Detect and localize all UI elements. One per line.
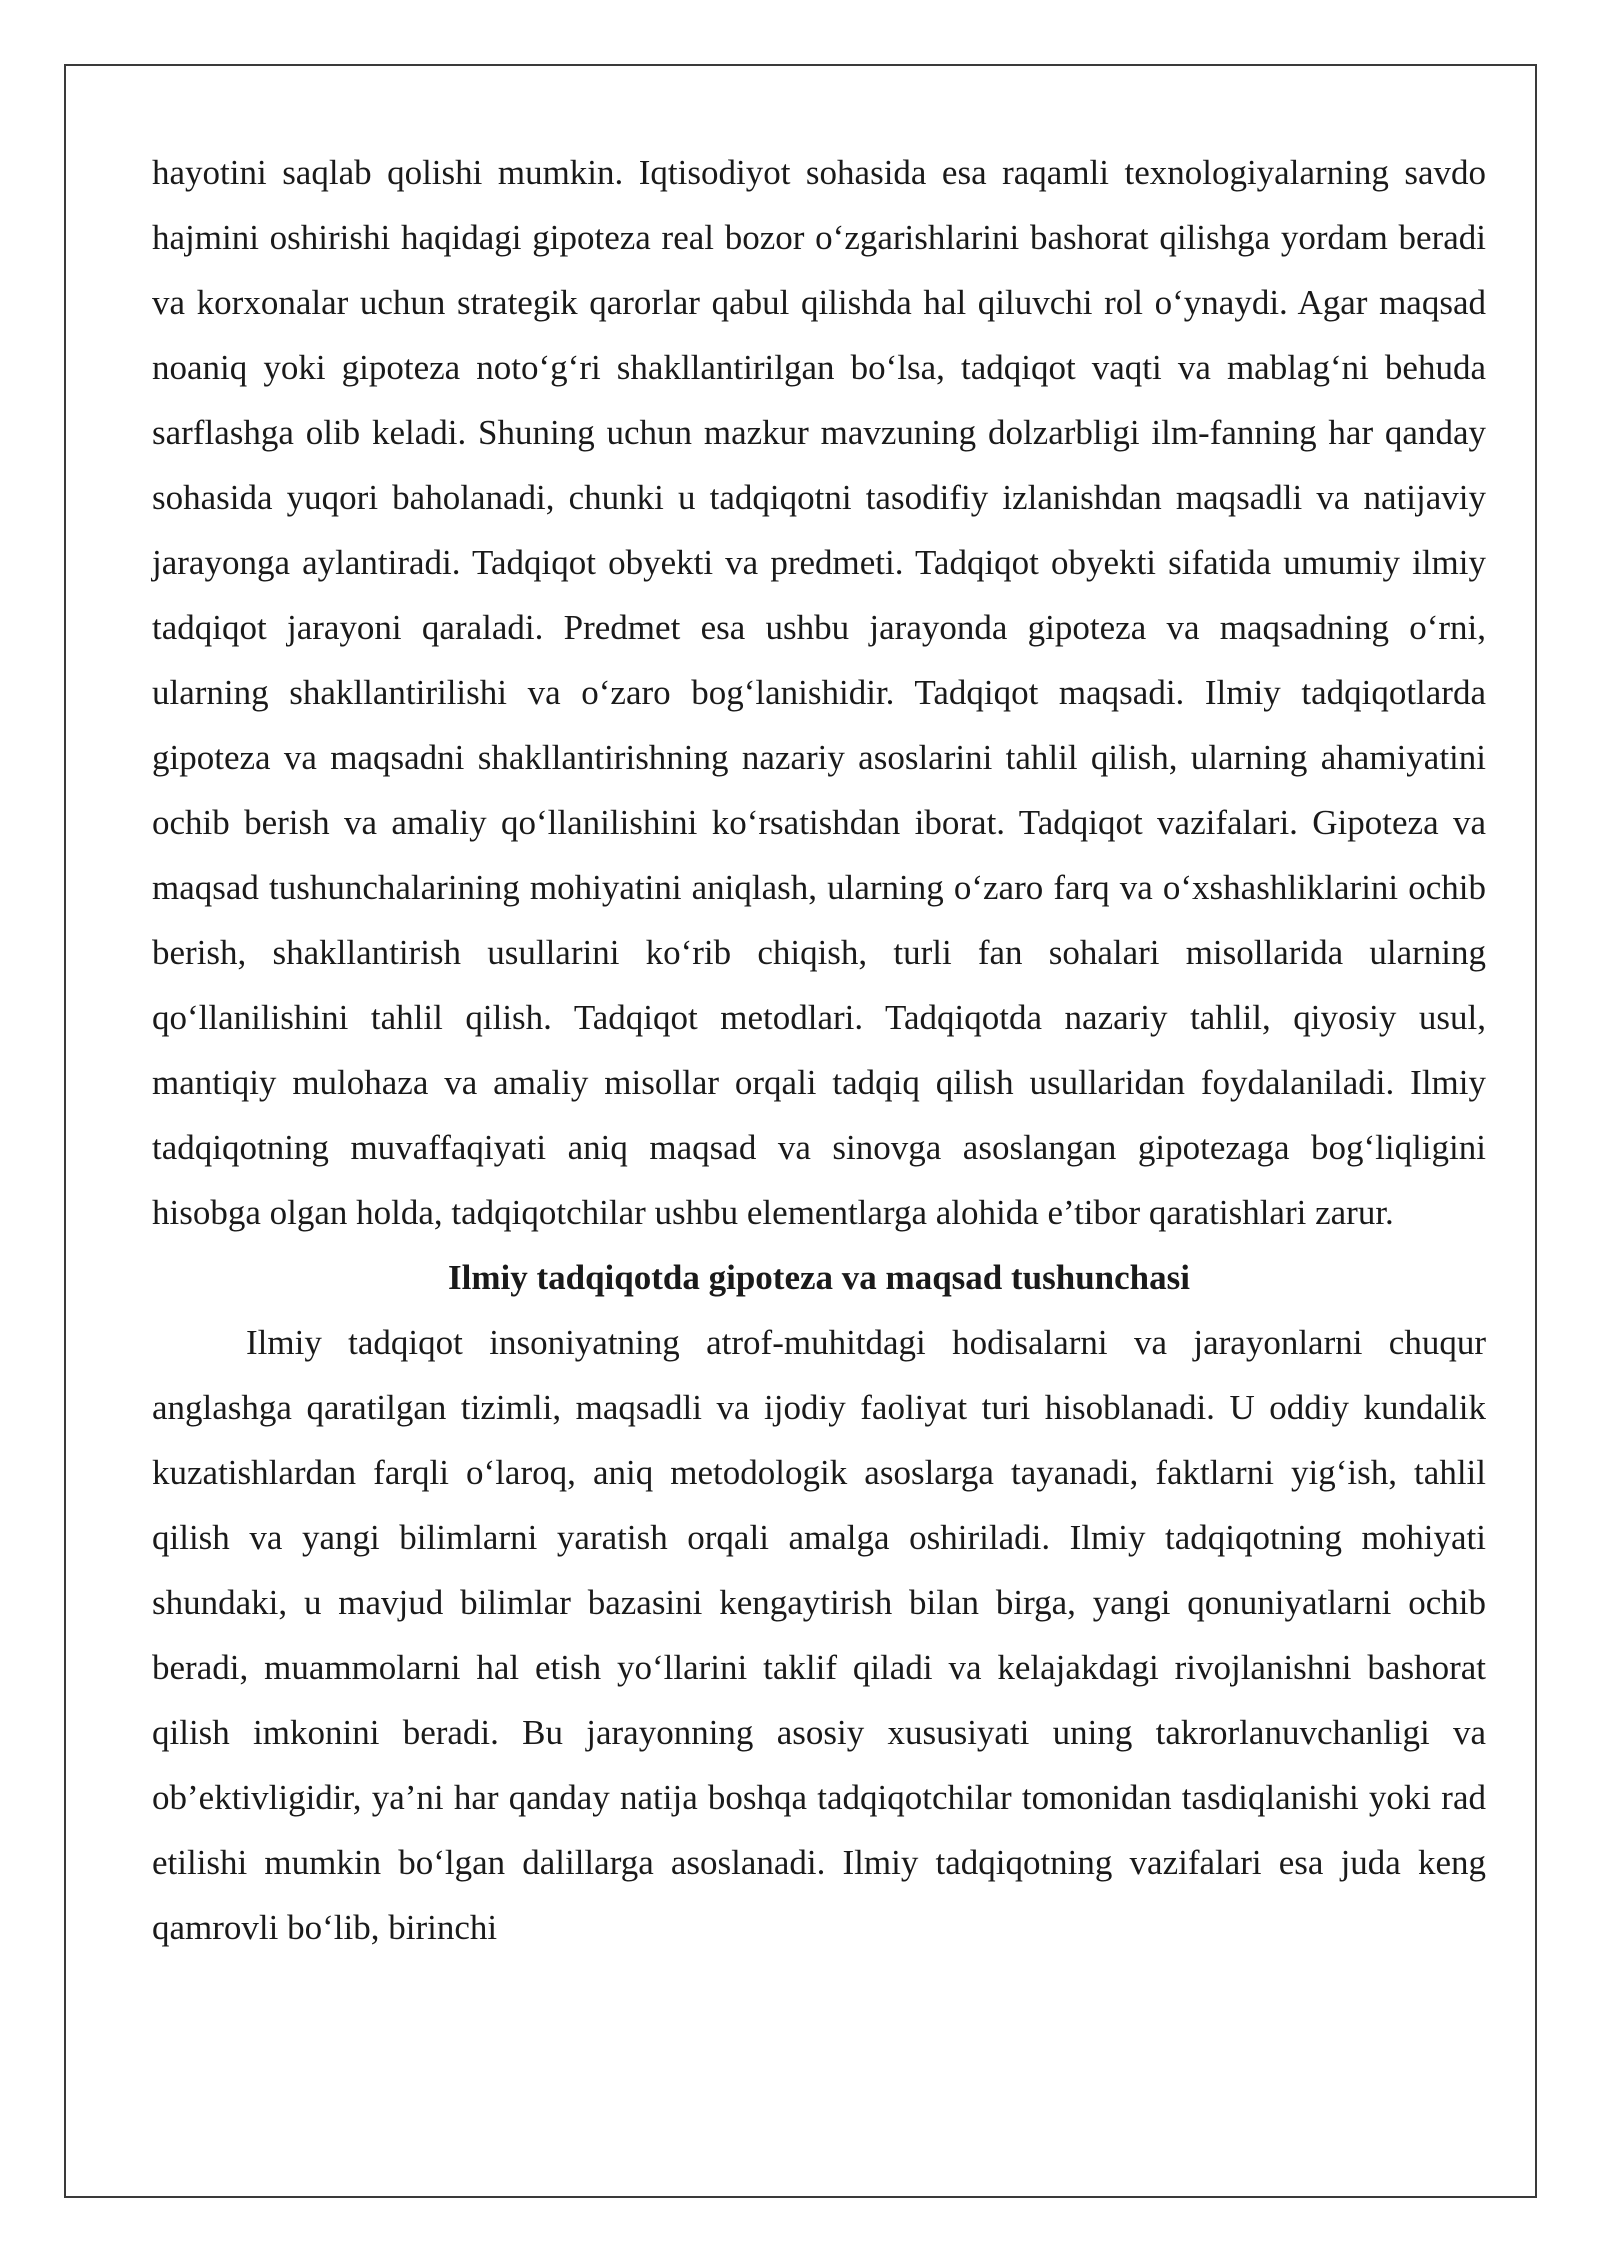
section-heading: Ilmiy tadqiqotda gipoteza va maqsad tushunchasi [448, 1258, 1190, 1297]
document-body [152, 140, 1486, 1960]
body-paragraph-intro: Ilmiy tadqiqot insoniyatning atrof-muhitdagi hodisalarni va jarayonlarni chuqur anglashga qaratilgan tizimli, maqsadli va ijodiy faoliyat turi hisoblanadi. U oddiy kundalik kuzatishlardan farqli o‘laroq, aniq metodologik asoslarga tayanadi, faktlarni yig‘ish, tahlil qilish va yangi bilimlarni yaratish orqali amalga oshiriladi. Ilmiy tadqiqotning mohiyati shundaki, u mavjud bilimlar bazasini kengaytirish bilan birga, yangi qonuniyatlarni ochib beradi, muammolarni hal etish yo‘llarini taklif qiladi va kelajakdagi rivojlanishni bashorat qilish imkonini beradi. Bu jarayonning asosiy xususiyati uning takrorlanuvchanligi va ob’ektivligidir, ya’ni har qanday natija boshqa tadqiqotchilar tomonidan tasdiqlanishi yoki rad etilishi mumkin bo‘lgan dalillarga asoslanadi. Ilmiy tadqiqotning vazifalari esa juda keng qamrovli bo‘lib, birinchi [152, 1323, 1486, 1947]
body-paragraph-continuation: hayotini saqlab qolishi mumkin. Iqtisodiyot sohasida esa raqamli texnologiyalarning savdo hajmini oshirishi haqidagi gipoteza real bozor o‘zgarishlarini bashorat qilishga yordam beradi va korxonalar uchun strategik qarorlar qabul qilishda hal qiluvchi rol o‘ynaydi. Agar maqsad noaniq yoki gipoteza noto‘g‘ri shakllantirilgan bo‘lsa, tadqiqot vaqti va mablag‘ni behuda sarflashga olib keladi. Shuning uchun mazkur mavzuning dolzarbligi ilm-fanning har qanday sohasida yuqori baholanadi, chunki u tadqiqotni tasodifiy izlanishdan maqsadli va natijaviy jarayonga aylantiradi. Tadqiqot obyekti va predmeti. Tadqiqot obyekti sifatida umumiy ilmiy tadqiqot jarayoni qaraladi. Predmet esa ushbu jarayonda gipoteza va maqsadning o‘rni, ularning shakllantirilishi va o‘zaro bog‘lanishidir. Tadqiqot maqsadi. Ilmiy tadqiqotlarda gipoteza va maqsadni shakllantirishning nazariy asoslarini tahlil qilish, ularning ahamiyatini ochib berish va amaliy qo‘llanilishini ko‘rsatishdan iborat. Tadqiqot vazifalari. Gipoteza va maqsad tushunchalarining mohiyatini aniqlash, ularning o‘zaro farq va o‘xshashliklarini ochib berish, shakllantirish usullarini ko‘rib chiqish, turli fan sohalari misollarida ularning qo‘llanilishini tahlil qilish. Tadqiqot metodlari. Tadqiqotda nazariy tahlil, qiyosiy usul, mantiqiy mulohaza va amaliy misollar orqali tadqiq qilish usullaridan foydalaniladi. Ilmiy tadqiqotning muvaffaqiyati aniq maqsad va sinovga asoslangan gipotezaga bog‘liqligini hisobga olgan holda, tadqiqotchilar ushbu elementlarga alohida e’tibor qaratishlari zarur. [152, 153, 1486, 1232]
